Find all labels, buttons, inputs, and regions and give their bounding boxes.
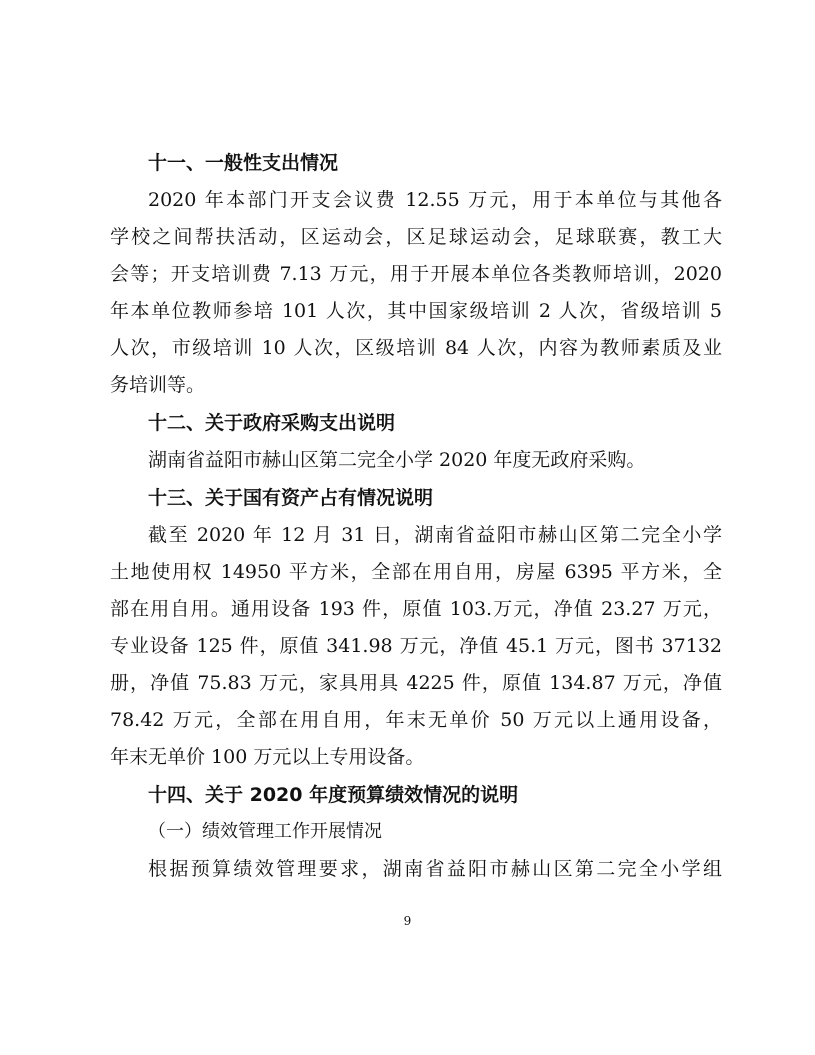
paragraph-line: 部在用自用。通用设备 193 件，原值 103.万元，净值 23.27 万元， [110,598,722,620]
paragraph-line: 截至 2020 年 12 月 31 日，湖南省益阳市赫山区第二完全小学 [148,524,722,546]
paragraph-line: 根据预算绩效管理要求，湖南省益阳市赫山区第二完全小学组 [148,858,722,880]
section-heading-14: 十四、关于 2020 年度预算绩效情况的说明 [148,784,519,806]
paragraph-line: 专业设备 125 件，原值 341.98 万元，净值 45.1 万元，图书 37132 [110,635,722,657]
paragraph-line: 册，净值 75.83 万元，家具用具 4225 件，原值 134.87 万元，净值 [110,672,722,694]
paragraph-line: 湖南省益阳市赫山区第二完全小学 2020 年度无政府采购。 [148,449,646,471]
paragraph-line: 2020 年本部门开支会议费 12.55 万元，用于本单位与其他各 [148,189,722,211]
paragraph-line: 78.42 万元，全部在用自用，年末无单价 50 万元以上通用设备， [110,709,722,731]
paragraph-line: 学校之间帮扶活动，区运动会，区足球运动会，足球联赛，教工大 [110,226,722,248]
section-heading-12: 十二、关于政府采购支出说明 [148,412,396,434]
page-number: 9 [403,914,412,928]
paragraph-line: 会等；开支培训费 7.13 万元，用于开展本单位各类教师培训，2020 [110,263,722,285]
paragraph-line: 土地使用权 14950 平方米，全部在用自用，房屋 6395 平方米，全 [110,561,722,583]
paragraph-line: 年末无单价 100 万元以上专用设备。 [110,746,425,768]
section-heading-11: 十一、一般性支出情况 [148,152,339,174]
subsection-heading: （一）绩效管理工作开展情况 [148,821,382,842]
paragraph-line: 人次，市级培训 10 人次，区级培训 84 人次，内容为教师素质及业 [110,337,722,359]
paragraph-line: 务培训等。 [110,374,206,396]
paragraph-line: 年本单位教师参培 101 人次，其中国家级培训 2 人次，省级培训 5 [110,300,722,322]
section-heading-13: 十三、关于国有资产占有情况说明 [148,487,434,509]
